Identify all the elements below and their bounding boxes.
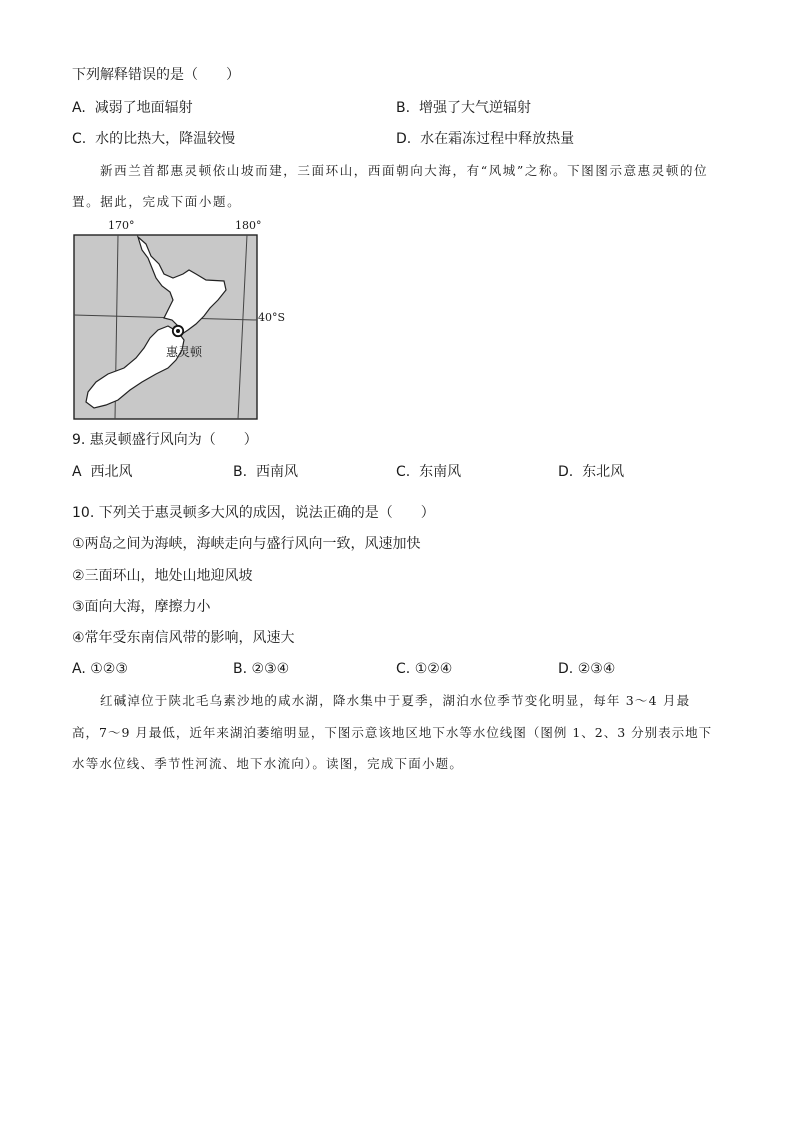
q9-option-d — [558, 463, 624, 481]
option-text: 西南风 — [255, 464, 298, 480]
option-label: C. — [396, 464, 411, 480]
longitude-label-180: 180° — [235, 219, 262, 232]
wellington-location-map — [60, 212, 300, 424]
q8-option-b — [396, 99, 531, 117]
q10-statement-4: ④常年受东南信风带的影响，风速大 — [72, 630, 295, 646]
wellington-label: 惠灵顿 — [166, 345, 203, 359]
question-9-stem: 9. 惠灵顿盛行风向为（ ） — [72, 432, 258, 448]
q8-option-d — [396, 130, 574, 148]
option-text: ②③④ — [251, 661, 290, 677]
q10-statement-2: ②三面环山，地处山地迎风坡 — [72, 568, 253, 584]
q9-option-b — [233, 463, 298, 481]
option-label: A — [72, 464, 82, 480]
option-label: A. — [72, 661, 86, 677]
passage-1-line-2: 置。据此，完成下面小题。 — [72, 194, 242, 209]
option-text: ①②④ — [414, 661, 453, 677]
option-text: 减弱了地面辐射 — [94, 100, 193, 116]
option-text: 水在霜冻过程中释放热量 — [420, 131, 575, 147]
option-label: B. — [396, 100, 411, 116]
q9-option-c — [396, 463, 461, 481]
latitude-label-40s: 40°S — [258, 311, 286, 324]
option-label: A. — [72, 100, 86, 116]
q8-option-c — [72, 130, 235, 148]
option-label: D. — [396, 131, 412, 147]
passage-1-line-1: 新西兰首都惠灵顿依山坡而建，三面环山，西面朝向大海，有“风城”之称。下图图示意惠灵顿的位 — [100, 163, 709, 178]
question-8-stem: 下列解释错误的是（ ） — [72, 67, 240, 83]
wellington-marker-dot — [176, 329, 180, 333]
longitude-label-170: 170° — [108, 219, 135, 232]
q9-option-a — [72, 463, 132, 481]
option-text: ②③④ — [577, 661, 616, 677]
option-label: C. — [396, 661, 411, 677]
q10-option-b — [233, 660, 289, 678]
q10-statement-1: ①两岛之间为海峡，海峡走向与盛行风向一致，风速加快 — [72, 536, 421, 552]
option-label: D. — [558, 464, 574, 480]
option-text: 水的比热大，降温较慢 — [95, 131, 236, 147]
passage-2-line-3: 水等水位线、季节性河流、地下水流向）。读图，完成下面小题。 — [72, 756, 464, 771]
question-10-stem: 10. 下列关于惠灵顿多大风的成因，说法正确的是（ ） — [72, 505, 435, 521]
option-text: ①②③ — [90, 661, 128, 677]
q10-option-c — [396, 660, 452, 678]
option-label: B. — [233, 661, 248, 677]
q10-option-d — [558, 660, 615, 678]
option-label: C. — [72, 131, 87, 147]
option-text: 东南风 — [419, 464, 462, 480]
q8-option-a — [72, 99, 193, 117]
option-label: D. — [558, 661, 574, 677]
option-label: B. — [233, 464, 248, 480]
option-text: 东北风 — [582, 464, 625, 480]
q10-statement-3: ③面向大海，摩擦力小 — [72, 599, 211, 615]
option-text: 西北风 — [90, 464, 133, 480]
passage-2-line-2: 高，7～9 月最低，近年来湖泊萎缩明显，下图示意该地区地下水等水位线图（图例 1、2、3 分别表示地下 — [72, 725, 713, 740]
q10-option-a — [72, 660, 128, 678]
option-text: 增强了大气逆辐射 — [418, 100, 531, 116]
passage-2-line-1: 红碱淖位于陕北毛乌素沙地的咸水湖，降水集中于夏季，湖泊水位季节变化明显，每年 3～4 月最 — [100, 693, 691, 708]
